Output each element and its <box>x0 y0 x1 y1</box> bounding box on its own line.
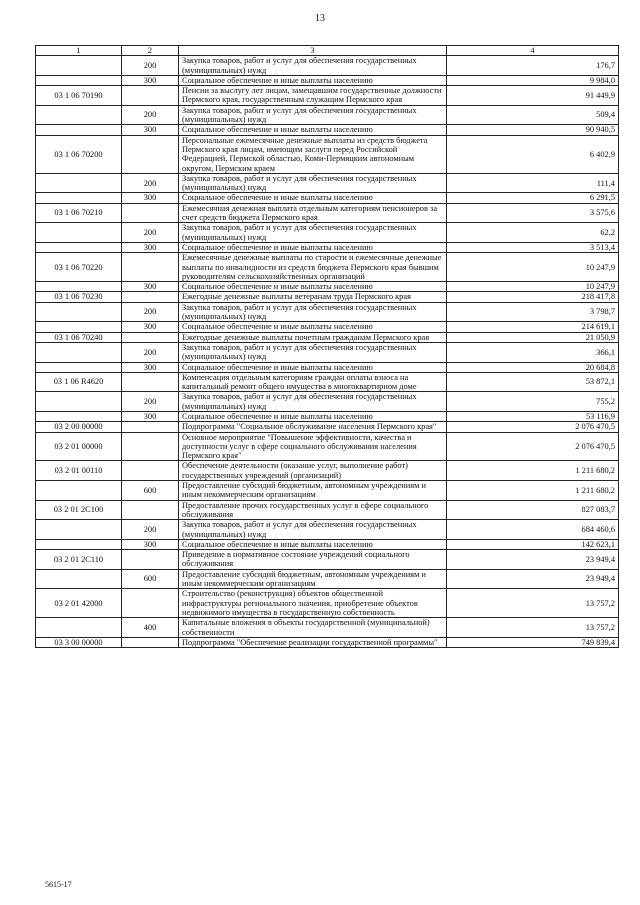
row-code <box>36 411 122 421</box>
row-amount: 6 402,9 <box>447 135 619 173</box>
row-code <box>36 223 122 243</box>
row-code: 03 1 06 R4620 <box>36 372 122 392</box>
table-row <box>36 125 619 135</box>
row-amount: 1 211 680,2 <box>447 481 619 501</box>
row-expense-type: 300 <box>122 242 179 252</box>
row-name: Подпрограмма "Обеспечение реализации государственной программы" <box>179 637 447 647</box>
row-code <box>36 105 122 125</box>
row-expense-type <box>122 292 179 302</box>
row-code: 03 3 00 00000 <box>36 637 122 647</box>
row-name: Ежемесячная денежная выплата отдельным категориям пенсионеров за счет средств бюджета Пермского края <box>179 203 447 223</box>
row-name: Социальное обеспечение и иные выплаты населению <box>179 242 447 252</box>
row-name: Закупка товаров, работ и услуг для обеспечения государственных (муниципальных) нужд <box>179 105 447 125</box>
row-amount: 214 619,1 <box>447 322 619 332</box>
table-row <box>36 589 619 618</box>
row-name: Капитальные вложения в объекты государственной (муниципальной) собственности <box>179 618 447 638</box>
row-expense-type: 300 <box>122 411 179 421</box>
row-code <box>36 539 122 549</box>
table-row <box>36 461 619 481</box>
row-amount: 111,4 <box>447 173 619 193</box>
row-amount: 2 076 470,5 <box>447 422 619 432</box>
row-name: Социальное обеспечение и иные выплаты населению <box>179 282 447 292</box>
row-amount: 13 757,2 <box>447 618 619 638</box>
row-code: 03 1 06 70240 <box>36 332 122 342</box>
row-code: 03 1 06 70220 <box>36 253 122 282</box>
table-row <box>36 223 619 243</box>
row-name: Социальное обеспечение и иные выплаты населению <box>179 539 447 549</box>
table-header-row <box>36 46 619 56</box>
table-row <box>36 292 619 302</box>
table-row <box>36 332 619 342</box>
row-expense-type: 200 <box>122 173 179 193</box>
row-code <box>36 342 122 362</box>
row-expense-type: 400 <box>122 618 179 638</box>
table-row <box>36 302 619 322</box>
row-name: Персональные ежемесячные денежные выплаты из средств бюджета Пермского края лицам, имеющим заслуги перед Российской Федерацией, Пермской областью, Коми-Пермяцким автономным округом, Пермским краем <box>179 135 447 173</box>
row-code <box>36 125 122 135</box>
row-amount: 509,4 <box>447 105 619 125</box>
row-code <box>36 75 122 85</box>
row-name: Ежемесячные денежные выплаты по старости и ежемесячные денежные выплаты по инвалидности из средств бюджета Пермского края бывшим руководителям сельскохозяйственных организаций <box>179 253 447 282</box>
row-code: 03 1 06 70230 <box>36 292 122 302</box>
row-expense-type: 600 <box>122 481 179 501</box>
row-expense-type <box>122 422 179 432</box>
row-expense-type: 200 <box>122 223 179 243</box>
row-name: Пенсии за выслугу лет лицам, замещавшим государственные должности Пермского края, государственным служащим Пермского края <box>179 86 447 106</box>
table-row <box>36 56 619 76</box>
row-expense-type <box>122 500 179 520</box>
row-expense-type <box>122 589 179 618</box>
column-header-name: 3 <box>179 46 447 56</box>
row-expense-type <box>122 637 179 647</box>
row-expense-type <box>122 461 179 481</box>
row-name: Предоставление субсидий бюджетным, автономным учреждениям и иным некоммерческим организациям <box>179 569 447 589</box>
row-expense-type: 300 <box>122 322 179 332</box>
row-expense-type <box>122 86 179 106</box>
row-name: Подпрограмма "Социальное обслуживание населения Пермского края" <box>179 422 447 432</box>
column-header-amount: 4 <box>447 46 619 56</box>
row-name: Закупка товаров, работ и услуг для обеспечения государственных (муниципальных) нужд <box>179 302 447 322</box>
row-amount: 218 417,8 <box>447 292 619 302</box>
row-code <box>36 193 122 203</box>
row-amount: 10 247,9 <box>447 253 619 282</box>
row-code <box>36 392 122 412</box>
row-name: Социальное обеспечение и иные выплаты населению <box>179 411 447 421</box>
row-amount: 6 291,5 <box>447 193 619 203</box>
row-name: Социальное обеспечение и иные выплаты населению <box>179 362 447 372</box>
row-name: Социальное обеспечение и иные выплаты населению <box>179 322 447 332</box>
row-amount: 10 247,9 <box>447 282 619 292</box>
table-row <box>36 372 619 392</box>
row-amount: 3 798,7 <box>447 302 619 322</box>
row-name: Закупка товаров, работ и услуг для обеспечения государственных (муниципальных) нужд <box>179 56 447 76</box>
table-row <box>36 135 619 173</box>
row-expense-type: 300 <box>122 193 179 203</box>
table-row <box>36 253 619 282</box>
table-row <box>36 105 619 125</box>
table-row <box>36 282 619 292</box>
row-name: Закупка товаров, работ и услуг для обеспечения государственных (муниципальных) нужд <box>179 520 447 540</box>
row-amount: 9 984,0 <box>447 75 619 85</box>
table-row <box>36 86 619 106</box>
table-row <box>36 193 619 203</box>
row-expense-type <box>122 432 179 461</box>
row-code <box>36 173 122 193</box>
row-name: Компенсация отдельным категориям граждан оплаты взноса на капитальный ремонт общего имущества в многоквартирном доме <box>179 372 447 392</box>
row-name: Социальное обеспечение и иные выплаты населению <box>179 75 447 85</box>
row-name: Предоставление субсидий бюджетным, автономным учреждениям и иным некоммерческим организациям <box>179 481 447 501</box>
table-row <box>36 520 619 540</box>
row-code <box>36 56 122 76</box>
row-amount: 684 460,6 <box>447 520 619 540</box>
table-row <box>36 539 619 549</box>
row-expense-type <box>122 550 179 570</box>
row-code <box>36 569 122 589</box>
row-expense-type: 600 <box>122 569 179 589</box>
row-amount: 20 684,8 <box>447 362 619 372</box>
budget-table <box>35 45 619 648</box>
row-name: Закупка товаров, работ и услуг для обеспечения государственных (муниципальных) нужд <box>179 173 447 193</box>
row-name: Обеспечение деятельности (оказание услуг, выполнение работ) государственных учреждений (организаций) <box>179 461 447 481</box>
table-row <box>36 322 619 332</box>
row-name: Закупка товаров, работ и услуг для обеспечения государственных (муниципальных) нужд <box>179 342 447 362</box>
row-name: Основное мероприятие "Повышение эффективности, качества и доступности услуг в сфере социального обслуживания населения Пермского края" <box>179 432 447 461</box>
row-code: 03 1 06 70210 <box>36 203 122 223</box>
row-amount: 827 083,7 <box>447 500 619 520</box>
row-expense-type <box>122 372 179 392</box>
row-code <box>36 618 122 638</box>
table-row <box>36 362 619 372</box>
row-name: Закупка товаров, работ и услуг для обеспечения государственных (муниципальных) нужд <box>179 392 447 412</box>
row-expense-type: 200 <box>122 392 179 412</box>
row-expense-type: 200 <box>122 56 179 76</box>
row-name: Социальное обеспечение и иные выплаты населению <box>179 193 447 203</box>
row-expense-type: 200 <box>122 520 179 540</box>
row-amount: 23 949,4 <box>447 569 619 589</box>
table-row <box>36 637 619 647</box>
row-amount: 91 449,9 <box>447 86 619 106</box>
row-amount: 13 757,2 <box>447 589 619 618</box>
row-name: Строительство (реконструкция) объектов общественной инфраструктуры регионального значения, приобретение объектов недвижимого имущества в государственную собственность <box>179 589 447 618</box>
table-row <box>36 242 619 252</box>
table-row <box>36 173 619 193</box>
table-row <box>36 550 619 570</box>
row-expense-type <box>122 203 179 223</box>
row-expense-type: 200 <box>122 105 179 125</box>
row-amount: 1 211 680,2 <box>447 461 619 481</box>
row-name: Ежегодные денежные выплаты почетным гражданам Пермского края <box>179 332 447 342</box>
table-row <box>36 203 619 223</box>
row-code: 03 2 00 00000 <box>36 422 122 432</box>
row-expense-type: 300 <box>122 125 179 135</box>
table-row <box>36 569 619 589</box>
row-code <box>36 481 122 501</box>
row-amount: 53 116,9 <box>447 411 619 421</box>
row-amount: 176,7 <box>447 56 619 76</box>
row-code: 03 2 01 00000 <box>36 432 122 461</box>
row-expense-type: 200 <box>122 302 179 322</box>
table-row <box>36 411 619 421</box>
page-number: 13 <box>315 13 325 24</box>
table-row <box>36 618 619 638</box>
row-amount: 755,2 <box>447 392 619 412</box>
row-code <box>36 322 122 332</box>
row-name: Закупка товаров, работ и услуг для обеспечения государственных (муниципальных) нужд <box>179 223 447 243</box>
row-expense-type: 200 <box>122 342 179 362</box>
row-code <box>36 302 122 322</box>
row-expense-type <box>122 135 179 173</box>
row-expense-type: 300 <box>122 539 179 549</box>
row-code: 03 1 06 70190 <box>36 86 122 106</box>
table-row <box>36 432 619 461</box>
row-amount: 62,2 <box>447 223 619 243</box>
column-header-code: 1 <box>36 46 122 56</box>
row-amount: 90 940,5 <box>447 125 619 135</box>
row-name: Социальное обеспечение и иные выплаты населению <box>179 125 447 135</box>
table-row <box>36 422 619 432</box>
row-amount: 23 949,4 <box>447 550 619 570</box>
row-amount: 366,1 <box>447 342 619 362</box>
row-code: 03 2 01 42000 <box>36 589 122 618</box>
row-amount: 2 076 470,5 <box>447 432 619 461</box>
document-footer-code: 5615-17 <box>45 880 72 889</box>
row-code: 03 2 01 2С110 <box>36 550 122 570</box>
row-amount: 53 872,1 <box>447 372 619 392</box>
row-code: 03 2 01 00110 <box>36 461 122 481</box>
row-name: Ежегодные денежные выплаты ветеранам труда Пермского края <box>179 292 447 302</box>
row-expense-type: 300 <box>122 75 179 85</box>
table-row <box>36 342 619 362</box>
row-amount: 21 050,9 <box>447 332 619 342</box>
row-code <box>36 362 122 372</box>
row-code <box>36 520 122 540</box>
table-row <box>36 481 619 501</box>
table-row <box>36 75 619 85</box>
row-amount: 3 513,4 <box>447 242 619 252</box>
column-header-expense-type: 2 <box>122 46 179 56</box>
row-amount: 3 575,6 <box>447 203 619 223</box>
row-expense-type <box>122 332 179 342</box>
row-amount: 749 839,4 <box>447 637 619 647</box>
row-code: 03 1 06 70200 <box>36 135 122 173</box>
row-code: 03 2 01 2С100 <box>36 500 122 520</box>
row-code <box>36 242 122 252</box>
table-row <box>36 500 619 520</box>
row-name: Приведение в нормативное состояние учреждений социального обслуживания <box>179 550 447 570</box>
row-expense-type: 300 <box>122 362 179 372</box>
row-expense-type: 300 <box>122 282 179 292</box>
row-name: Предоставление прочих государственных услуг в сфере социального обслуживания <box>179 500 447 520</box>
table-row <box>36 392 619 412</box>
row-amount: 142 623,1 <box>447 539 619 549</box>
row-code <box>36 282 122 292</box>
row-expense-type <box>122 253 179 282</box>
